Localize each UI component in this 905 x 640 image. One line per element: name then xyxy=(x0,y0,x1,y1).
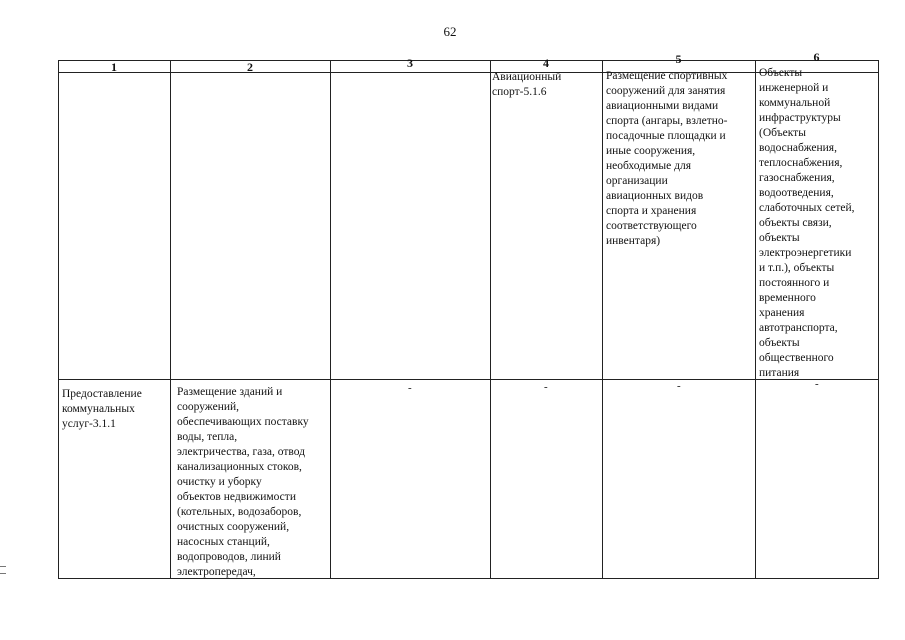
column-header-3: 3 xyxy=(407,56,413,70)
row2-col2-cell: Размещение зданий и сооружений, обеспечивающих поставку воды, тепла, электричества, газа, отвод канализационных стоков, очистку и уборку объектов недвижимости (котельных, водозаборов, очистных сооружений, насосных станций, водопроводов, линий электропередач, xyxy=(177,386,309,578)
col-border-3 xyxy=(490,60,491,579)
row2-col4-cell: - xyxy=(544,381,548,393)
col-border-2 xyxy=(330,60,331,579)
col-border-1 xyxy=(170,60,171,579)
row1-col4-cell: Авиационный спорт-5.1.6 xyxy=(492,71,562,98)
row2-col5-cell: - xyxy=(677,380,681,392)
column-header-2: 2 xyxy=(247,60,253,74)
row1-col5-cell: Размещение спортивных сооружений для занятия авиационными видами спорта (ангары, взлетно- посадочные площадки и иные сооружения, необходимые для организации авиационных видов спорта и хранения соответствующего инвентаря) xyxy=(606,70,728,247)
col-border-5 xyxy=(755,60,756,579)
row2-col6-cell: - xyxy=(815,378,819,390)
page-number: 62 xyxy=(443,24,457,39)
column-header-6: 6 xyxy=(813,50,820,64)
row2-col1-cell: Предоставление коммунальных услуг-3.1.1 xyxy=(62,388,142,430)
column-header-1: 1 xyxy=(111,60,117,74)
col-border-4 xyxy=(602,60,603,579)
row2-col3-cell: - xyxy=(408,382,412,394)
col-border-6 xyxy=(878,60,879,579)
col-border-0 xyxy=(58,60,59,579)
row1-col6-cell: Объекты инженерной и коммунальной инфраструктуры (Объекты водоснабжения, теплоснабжения, газоснабжения, водоотведения, слаботочных сетей, объекты связи, объекты электроэнергетики и т.п.), объекты постоянного и временного хранения автотранспорта, объекты общественного питания xyxy=(759,67,855,379)
column-header-5: 5 xyxy=(675,52,682,66)
margin-mark xyxy=(0,566,6,574)
column-header-4: 4 xyxy=(543,56,549,70)
